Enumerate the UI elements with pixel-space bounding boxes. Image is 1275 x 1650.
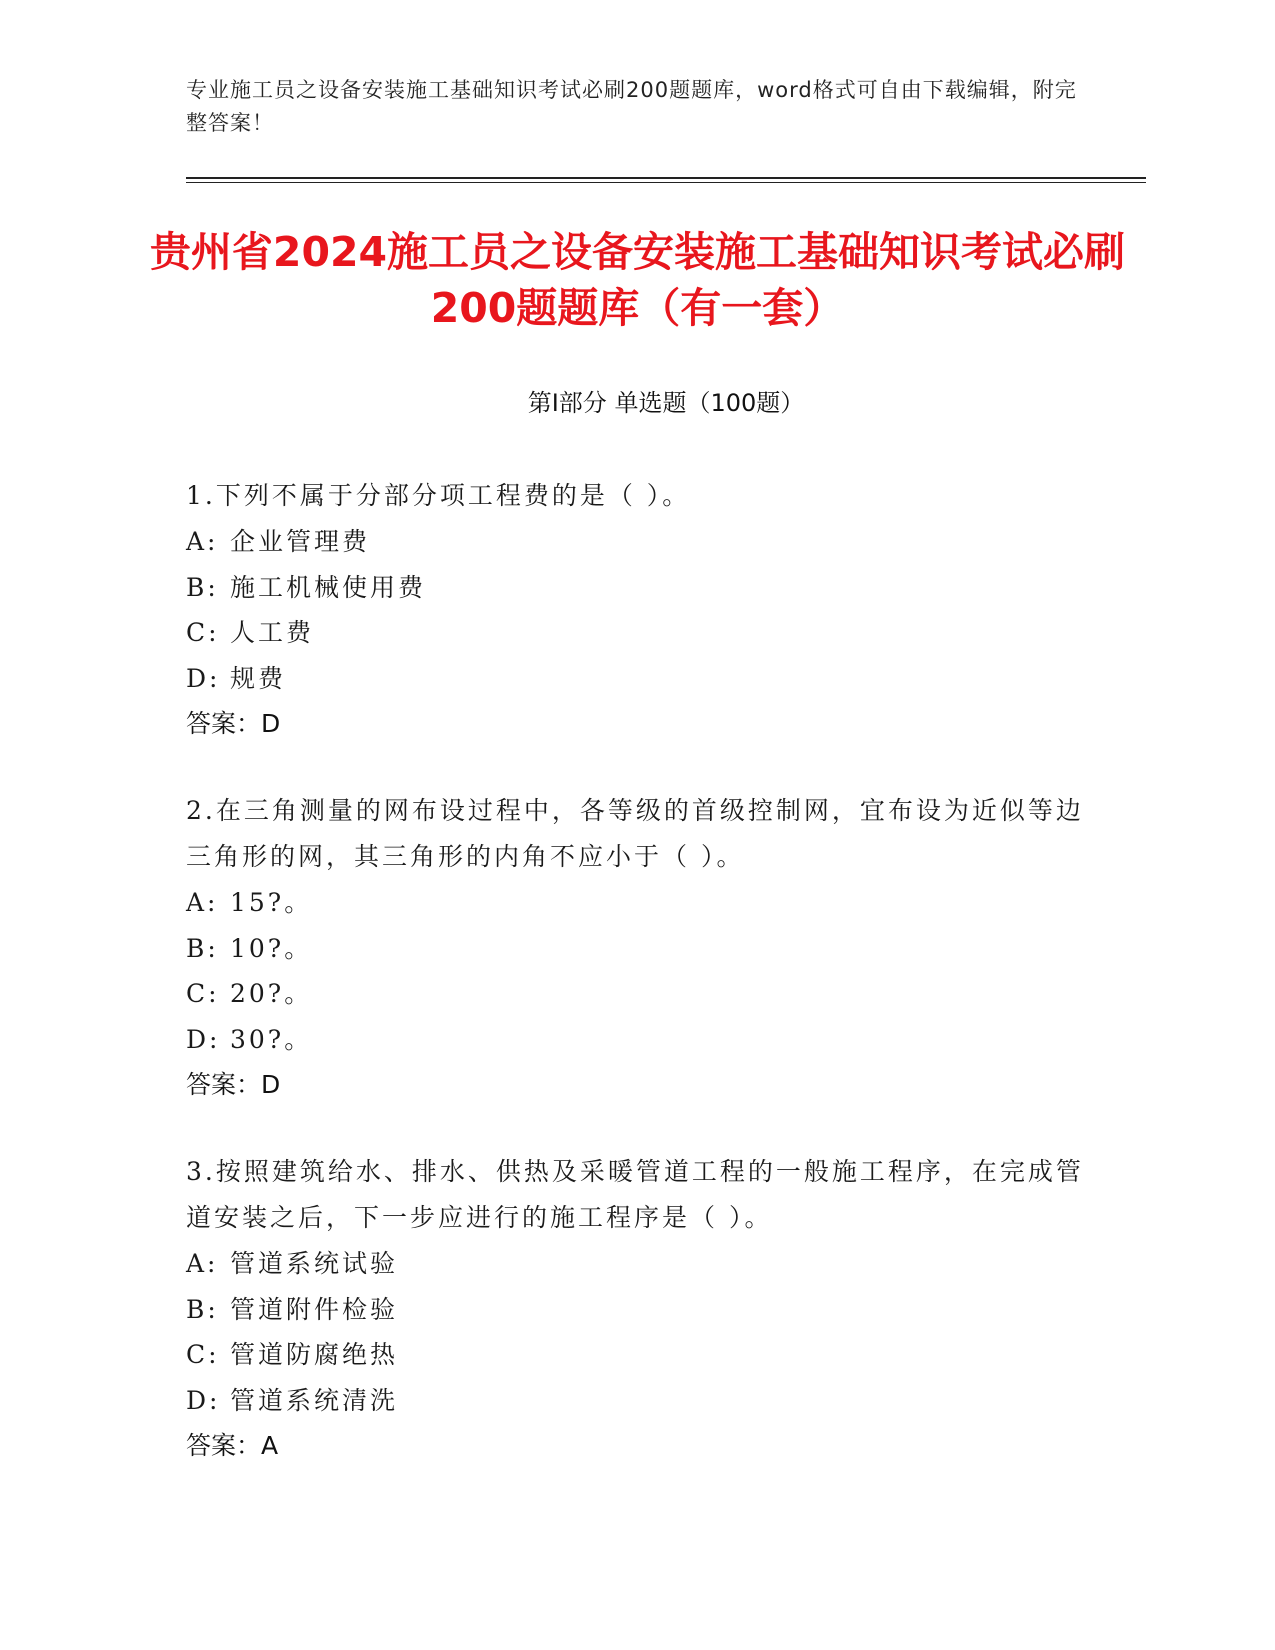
header-divider-thick bbox=[186, 177, 1146, 179]
option-letter: D: bbox=[186, 663, 221, 693]
option-text: 20?。 bbox=[230, 979, 313, 1008]
option-b bbox=[186, 1287, 1086, 1333]
document-title: 贵州省2024施工员之设备安装施工基础知识考试必刷200题题库（有一套） bbox=[149, 228, 1126, 332]
option-b bbox=[186, 565, 1086, 611]
question-stem: 2.在三角测量的网布设过程中，各等级的首级控制网，宜布设为近似等边三角形的网，其三角形的内角不应小于（ ）。 bbox=[186, 796, 1084, 871]
option-letter: A: bbox=[186, 1249, 219, 1278]
question-stem: 3.按照建筑给水、排水、供热及采暖管道工程的一般施工程序，在完成管道安装之后，下一步应进行的施工程序是（ ）。 bbox=[186, 1157, 1084, 1232]
option-text: 管道系统清洗 bbox=[230, 1385, 399, 1415]
section-title: 第I部分 单选题（100题） bbox=[527, 389, 805, 417]
option-a bbox=[186, 880, 1086, 926]
answer-line: 答案：D bbox=[186, 709, 281, 738]
question-2 bbox=[186, 788, 1086, 1107]
option-text: 企业管理费 bbox=[230, 527, 371, 556]
option-text: 10?。 bbox=[230, 933, 313, 963]
answer-line: 答案：A bbox=[186, 1431, 279, 1460]
option-text: 人工费 bbox=[230, 618, 315, 647]
answer-line: 答案：D bbox=[186, 1070, 281, 1099]
option-letter: A: bbox=[186, 527, 219, 556]
option-letter: B: bbox=[186, 1294, 219, 1324]
option-letter: A: bbox=[186, 888, 219, 917]
option-letter: C: bbox=[186, 979, 220, 1008]
option-a bbox=[186, 1241, 1086, 1287]
option-c bbox=[186, 610, 1086, 656]
option-text: 管道附件检验 bbox=[230, 1294, 399, 1324]
option-c bbox=[186, 1332, 1086, 1378]
option-text: 管道系统试验 bbox=[230, 1249, 399, 1278]
option-d bbox=[186, 1378, 1086, 1424]
option-a bbox=[186, 519, 1086, 565]
header-divider-thin bbox=[186, 182, 1146, 183]
option-text: 30?。 bbox=[230, 1024, 313, 1054]
question-stem: 1.下列不属于分部分项工程费的是（ ）。 bbox=[186, 481, 691, 510]
option-letter: B: bbox=[186, 572, 219, 602]
option-text: 施工机械使用费 bbox=[230, 572, 427, 602]
header-note: 专业施工员之设备安装施工基础知识考试必刷200题题库，word格式可自由下载编辑，附完整答案！ bbox=[186, 78, 1077, 135]
option-b bbox=[186, 926, 1086, 972]
option-letter: D: bbox=[186, 1024, 221, 1054]
option-d bbox=[186, 1017, 1086, 1063]
option-letter: B: bbox=[186, 933, 219, 963]
option-letter: D: bbox=[186, 1385, 221, 1415]
option-d bbox=[186, 656, 1086, 702]
option-letter: C: bbox=[186, 618, 220, 647]
option-letter: C: bbox=[186, 1340, 220, 1369]
option-text: 15?。 bbox=[230, 888, 313, 917]
option-c bbox=[186, 971, 1086, 1017]
option-text: 规费 bbox=[230, 663, 287, 693]
option-text: 管道防腐绝热 bbox=[230, 1340, 399, 1369]
question-list bbox=[186, 473, 1086, 1510]
question-1 bbox=[186, 473, 1086, 746]
question-3 bbox=[186, 1149, 1086, 1468]
